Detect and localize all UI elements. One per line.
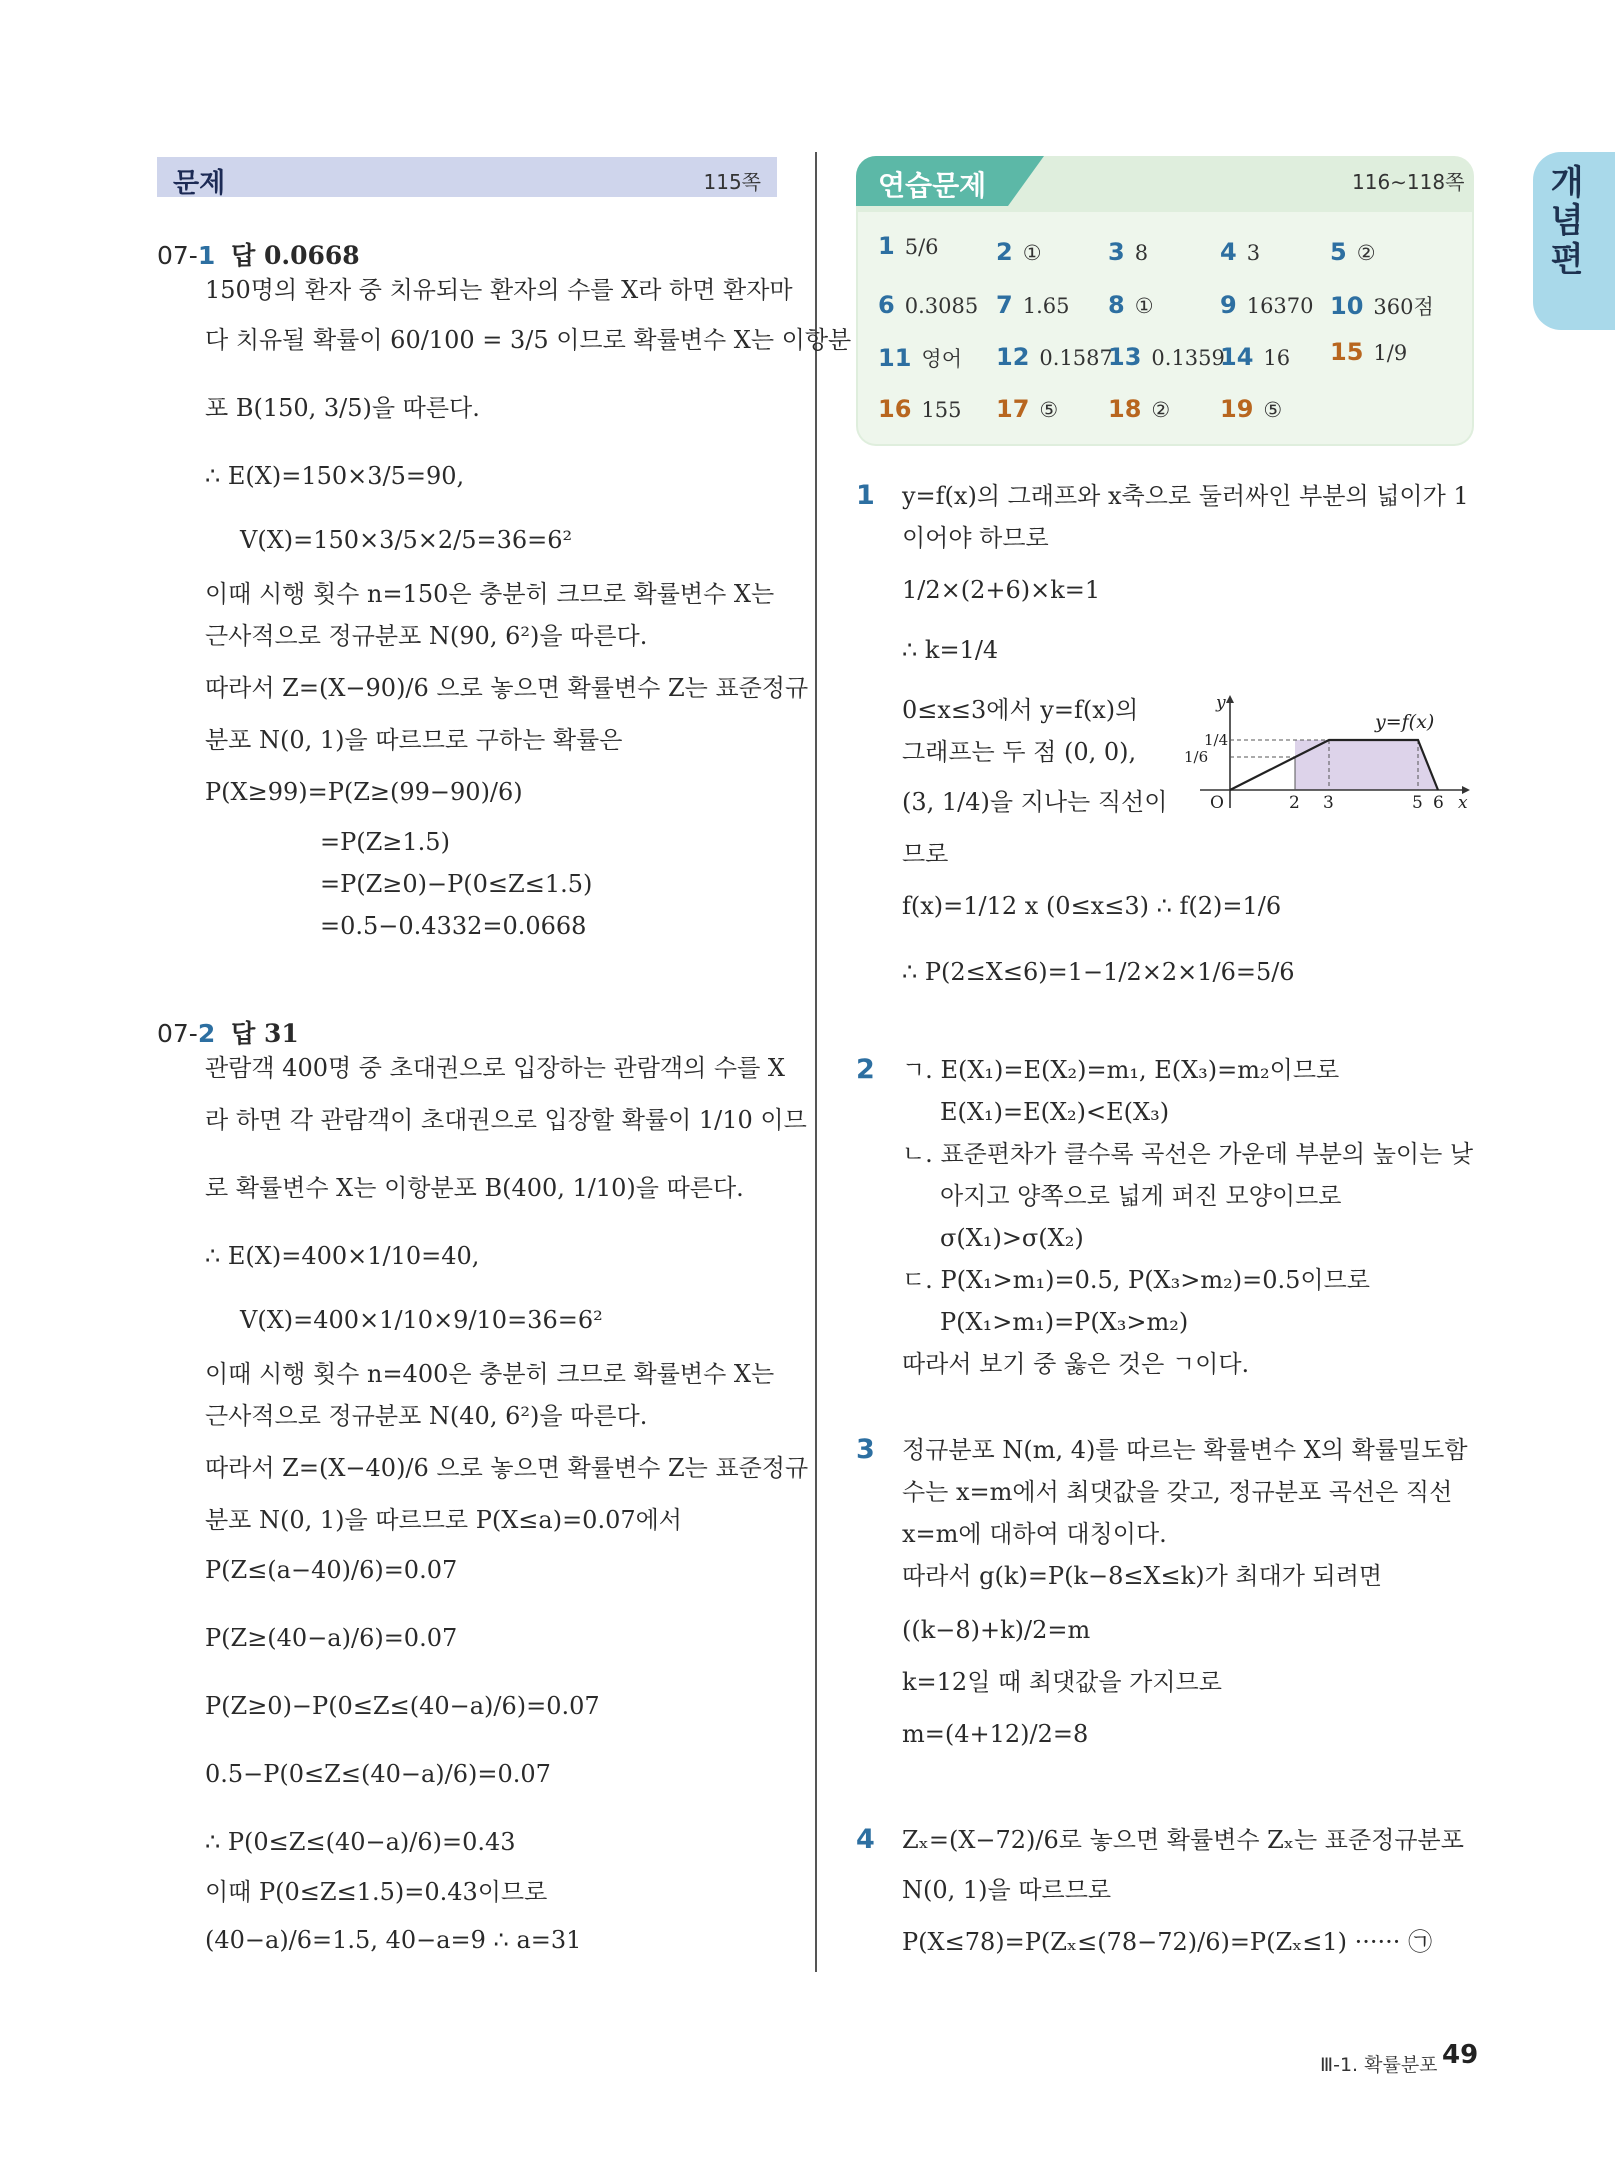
solution-line: P(Z≥(40−a)/6)=0.07 xyxy=(205,1624,458,1652)
solution-line: P(Z≤(a−40)/6)=0.07 xyxy=(205,1556,458,1584)
solution-line: 150명의 환자 중 치유되는 환자의 수를 X라 하면 환자마 xyxy=(205,276,793,304)
solution-line: V(X)=150×3/5×2/5=36=6² xyxy=(240,526,573,554)
solution-line: 이때 시행 횟수 n=400은 충분히 크므로 확률변수 X는 xyxy=(205,1360,775,1388)
solution-line: σ(X₁)>σ(X₂) xyxy=(940,1224,1084,1252)
solution-line: f(x)=1/12 x (0≤x≤3) ∴ f(2)=1/6 xyxy=(902,892,1282,920)
solution-number: 4 xyxy=(856,1824,875,1855)
solution-line: 이때 시행 횟수 n=150은 충분히 크므로 확률변수 X는 xyxy=(205,580,775,608)
column-divider xyxy=(815,152,817,1972)
solution-line: N(0, 1)을 따르므로 xyxy=(902,1876,1112,1904)
answer-item: 7 1.65 xyxy=(996,291,1070,319)
solution-line: ∴ P(0≤Z≤(40−a)/6)=0.43 xyxy=(205,1828,516,1856)
solution-line: 정규분포 N(m, 4)를 따르는 확률변수 X의 확률밀도함 xyxy=(902,1436,1468,1464)
solution-line: 따라서 Z=(X−90)/6 으로 놓으면 확률변수 Z는 표준정규 xyxy=(205,674,809,702)
answer-item: 17 ⑤ xyxy=(996,395,1059,423)
answer-item: 11 영어 xyxy=(878,344,962,372)
side-tab-label: 개념편 xyxy=(1550,163,1584,280)
solution-line: 이때 P(0≤Z≤1.5)=0.43이므로 xyxy=(205,1878,548,1906)
solution-line: P(X≥99)=P(Z≥(99−90)/6) xyxy=(205,778,523,806)
answer-item: 6 0.3085 xyxy=(878,291,979,319)
solution-line: 아지고 양쪽으로 넓게 퍼진 모양이므로 xyxy=(940,1182,1342,1210)
x-tick-2: 2 xyxy=(1289,793,1300,813)
answer-item: 13 0.1359 xyxy=(1108,343,1225,371)
solution-line: ㄷ. P(X₁>m₁)=0.5, P(X₃>m₂)=0.5이므로 xyxy=(902,1266,1370,1294)
density-graph xyxy=(1180,690,1480,820)
x-axis-label: x xyxy=(1458,793,1468,813)
answer-item: 4 3 xyxy=(1220,238,1261,266)
solution-line: ㄱ. E(X₁)=E(X₂)=m₁, E(X₃)=m₂이므로 xyxy=(902,1056,1340,1084)
answer-item: 19 ⑤ xyxy=(1220,395,1283,423)
solution-line: 1/2×(2+6)×k=1 xyxy=(902,576,1101,604)
solution-line: E(X₁)=E(X₂)<E(X₃) xyxy=(940,1098,1170,1126)
origin-label: O xyxy=(1210,793,1224,813)
solution-line: 다 치유될 확률이 60/100 = 3/5 이므로 확률변수 X는 이항분 xyxy=(205,326,852,354)
solution-line: 0≤x≤3에서 y=f(x)의 xyxy=(902,696,1139,724)
curve-label: y=f(x) xyxy=(1375,711,1435,733)
answer-item: 18 ② xyxy=(1108,395,1171,423)
solution-line: 포 B(150, 3/5)을 따른다. xyxy=(205,394,480,422)
solution-line: 분포 N(0, 1)을 따르므로 P(X≤a)=0.07에서 xyxy=(205,1506,682,1534)
section-header-bar xyxy=(157,157,777,197)
solution-line: =P(Z≥1.5) xyxy=(320,828,450,856)
x-tick-6: 6 xyxy=(1433,793,1444,813)
solution-line: (40−a)/6=1.5, 40−a=9 ∴ a=31 xyxy=(205,1926,582,1954)
page-number: 49 xyxy=(1442,2040,1479,2070)
solution-line: 관람객 400명 중 초대권으로 입장하는 관람객의 수를 X xyxy=(205,1054,785,1082)
solution-line: (3, 1/4)을 지나는 직선이 xyxy=(902,788,1168,816)
solution-line: 분포 N(0, 1)을 따르므로 구하는 확률은 xyxy=(205,726,623,754)
solution-line: ((k−8)+k)/2=m xyxy=(902,1616,1091,1644)
solution-line: ∴ E(X)=150×3/5=90, xyxy=(205,462,465,490)
solution-number: 3 xyxy=(856,1434,875,1465)
answer-item: 15 1/9 xyxy=(1330,338,1408,366)
solution-line: P(X₁>m₁)=P(X₃>m₂) xyxy=(940,1308,1189,1336)
solution-line: =0.5−0.4332=0.0668 xyxy=(320,912,587,940)
solution-line: 따라서 보기 중 옳은 것은 ㄱ이다. xyxy=(902,1350,1250,1378)
x-tick-5: 5 xyxy=(1412,793,1423,813)
solution-line: 근사적으로 정규분포 N(40, 6²)을 따른다. xyxy=(205,1402,648,1430)
answer-item: 3 8 xyxy=(1108,238,1149,266)
solution-line: 이어야 하므로 xyxy=(902,524,1049,552)
section-pages: 115쪽 xyxy=(703,170,761,194)
y-tick-sixth: 1/6 xyxy=(1184,748,1209,766)
solution-number: 2 xyxy=(856,1054,875,1085)
footer-chapter: Ⅲ-1. 확률분포 xyxy=(1320,2054,1438,2076)
solution-line: y=f(x)의 그래프와 x축으로 둘러싸인 부분의 넓이가 1 xyxy=(902,482,1469,510)
solution-line: 따라서 Z=(X−40)/6 으로 놓으면 확률변수 Z는 표준정규 xyxy=(205,1454,809,1482)
solution-line: P(X≤78)=P(Zₓ≤(78−72)/6)=P(Zₓ≤1) ······ ㉠ xyxy=(902,1928,1433,1956)
x-tick-3: 3 xyxy=(1323,793,1334,813)
side-tab xyxy=(1533,152,1615,330)
solution-number: 1 xyxy=(856,480,875,511)
problem-label: 07-1 답 0.0668 xyxy=(157,241,360,270)
answer-item: 5 ② xyxy=(1330,238,1376,266)
solution-line: ㄴ. 표준편차가 클수록 곡선은 가운데 부분의 높이는 낮 xyxy=(902,1140,1474,1168)
solution-line: x=m에 대하여 대칭이다. xyxy=(902,1520,1167,1548)
solution-line: Zₓ=(X−72)/6로 놓으면 확률변수 Zₓ는 표준정규분포 xyxy=(902,1826,1464,1854)
solution-line: 므로 xyxy=(902,840,949,868)
answer-item: 14 16 xyxy=(1220,343,1291,371)
practice-title: 연습문제 xyxy=(878,169,987,202)
solution-line: V(X)=400×1/10×9/10=36=6² xyxy=(240,1306,603,1334)
y-axis-arrow xyxy=(1226,695,1234,703)
y-tick-quarter: 1/4 xyxy=(1204,731,1229,749)
answer-item: 1 5/6 xyxy=(878,232,939,260)
practice-tab xyxy=(856,156,1008,206)
solution-line: 로 확률변수 X는 이항분포 B(400, 1/10)을 따른다. xyxy=(205,1174,744,1202)
solution-line: ∴ P(2≤X≤6)=1−1/2×2×1/6=5/6 xyxy=(902,958,1295,986)
solution-line: m=(4+12)/2=8 xyxy=(902,1720,1089,1748)
problem-label: 07-2 답 31 xyxy=(157,1019,299,1048)
solution-line: =P(Z≥0)−P(0≤Z≤1.5) xyxy=(320,870,593,898)
solution-line: P(Z≥0)−P(0≤Z≤(40−a)/6)=0.07 xyxy=(205,1692,600,1720)
answer-item: 2 ① xyxy=(996,238,1042,266)
solution-line: ∴ E(X)=400×1/10=40, xyxy=(205,1242,480,1270)
answer-item: 16 155 xyxy=(878,395,962,423)
answer-item: 9 16370 xyxy=(1220,291,1314,319)
solution-line: 그래프는 두 점 (0, 0), xyxy=(902,738,1137,766)
answer-item: 8 ① xyxy=(1108,291,1154,319)
solution-line: 0.5−P(0≤Z≤(40−a)/6)=0.07 xyxy=(205,1760,551,1788)
practice-pages: 116∼118쪽 xyxy=(1352,170,1465,194)
solution-line: 수는 x=m에서 최댓값을 갖고, 정규분포 곡선은 직선 xyxy=(902,1478,1453,1506)
y-axis-label: y xyxy=(1216,693,1226,713)
solution-line: 따라서 g(k)=P(k−8≤X≤k)가 최대가 되려면 xyxy=(902,1562,1383,1590)
answer-item: 12 0.1587 xyxy=(996,343,1113,371)
solution-line: 라 하면 각 관람객이 초대권으로 입장할 확률이 1/10 이므 xyxy=(205,1106,807,1134)
solution-line: k=12일 때 최댓값을 가지므로 xyxy=(902,1668,1222,1696)
section-title: 문제 xyxy=(173,168,226,199)
solution-line: 근사적으로 정규분포 N(90, 6²)을 따른다. xyxy=(205,622,648,650)
answer-item: 10 360점 xyxy=(1330,292,1434,320)
solution-line: ∴ k=1/4 xyxy=(902,636,999,664)
